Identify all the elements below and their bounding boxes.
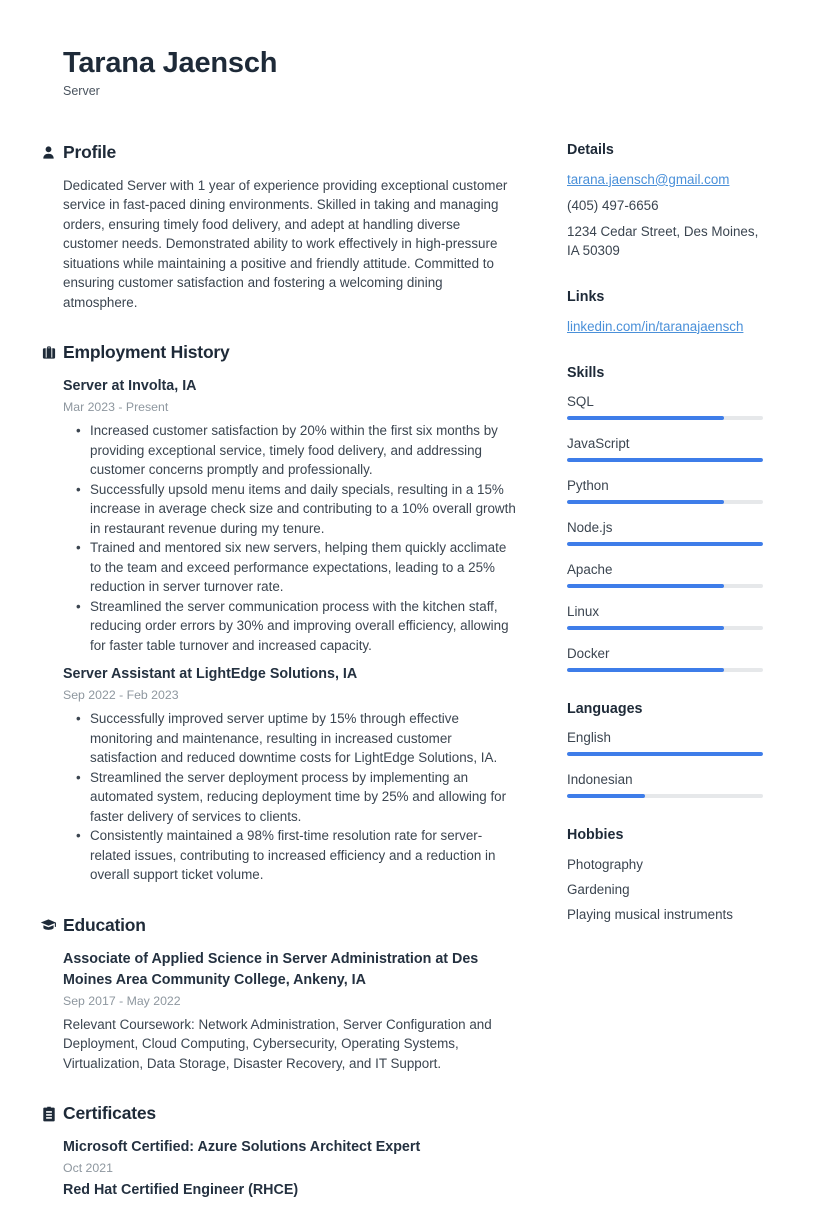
skill-item	[567, 435, 763, 462]
details-heading: Details	[567, 141, 614, 158]
job-title: Server at Involta, IA	[63, 378, 197, 395]
skill-bar-fill	[567, 584, 724, 588]
job-dates: Sep 2022 - Feb 2023	[63, 688, 179, 703]
job-dates: Mar 2023 - Present	[63, 400, 169, 415]
skill-label: Linux	[567, 603, 600, 619]
skill-bar-track	[567, 668, 763, 672]
skill-label: Docker	[567, 645, 610, 661]
hobby-item: Photography	[567, 856, 643, 872]
job-bullet: • Streamlined the server communication process with the kitchen staff, reducing order errors by 30% and improving overall efficiency, allowing for faster table turnover and increased capacity.	[63, 597, 518, 656]
certificate-title: Microsoft Certified: Azure Solutions Architect Expert	[63, 1139, 421, 1156]
skill-label: JavaScript	[567, 435, 630, 451]
skills-heading: Skills	[567, 364, 605, 381]
skill-bar-track	[567, 500, 763, 504]
education-title: Associate of Applied Science in Server Administration at Des Moines Area Community College, Ankeny, IA	[63, 950, 479, 988]
sidebar-details	[567, 142, 763, 260]
hobbies-list	[567, 855, 763, 924]
skill-label: English	[567, 729, 611, 745]
briefcase-icon	[40, 344, 57, 361]
profile-text: Dedicated Server with 1 year of experience providing exceptional customer service in fast-paced dining environments. Skilled in taking and managing orders, ensuring timely food delivery, and adept at handling diverse customer needs. Demonstrated ability to work effectively in high-pressure situations while maintaining a positive and friendly attitude. Committed to ensuring customer satisfaction and fostering a welcoming dining atmosphere.	[63, 177, 508, 310]
job-bullet: • Consistently maintained a 98% first-time resolution rate for server-related issues, contributing to increased efficiency and a reduction in overall support ticket volume.	[63, 826, 518, 885]
skill-item	[567, 393, 763, 420]
section-employment	[40, 342, 518, 885]
sidebar-skills	[567, 365, 763, 672]
skill-bar-fill	[567, 542, 763, 546]
hobby-item: Playing musical instruments	[567, 906, 733, 922]
skills-list	[567, 393, 763, 672]
skill-bar-track	[567, 794, 763, 798]
languages-heading: Languages	[567, 700, 643, 717]
skill-item	[567, 519, 763, 546]
main-column	[40, 142, 518, 1231]
education-heading: Education	[63, 914, 146, 935]
skill-label: Python	[567, 477, 609, 493]
certificate-entry	[63, 1137, 518, 1176]
profile-heading: Profile	[63, 141, 117, 162]
links-list	[567, 317, 763, 336]
jobs-list	[63, 376, 518, 885]
person-name: Tarana Jaensch	[63, 47, 278, 79]
skill-item	[567, 603, 763, 630]
section-profile	[40, 142, 518, 313]
skill-bar-track	[567, 458, 763, 462]
certificate-title: Red Hat Certified Engineer (RHCE)	[63, 1182, 299, 1199]
linkedin-link[interactable]: linkedin.com/in/taranajaensch	[567, 318, 744, 334]
job-bullet: • Increased customer satisfaction by 20% within the first six months by providing exceptional service, timely food delivery, and addressing customer concerns promptly and professionally.	[63, 421, 518, 480]
skill-label: Apache	[567, 561, 613, 577]
person-job-title: Server	[63, 83, 100, 98]
job-bullets	[63, 709, 518, 885]
education-description: Relevant Coursework: Network Administration, Server Configuration and Deployment, Cloud Computing, Cybersecurity, Operating Systems, Virtualization, Data Storage, Disaster Recovery, and IT Support.	[63, 1016, 492, 1071]
skill-bar-track	[567, 542, 763, 546]
skill-item	[567, 645, 763, 672]
languages-list	[567, 729, 763, 798]
skill-bar-fill	[567, 626, 724, 630]
job-bullet: • Successfully upsold menu items and daily specials, resulting in a 15% increase in average check size and contributing to a 10% overall growth in restaurant revenue during my tenure.	[63, 480, 518, 539]
phone-number: (405) 497-6656	[567, 197, 659, 213]
sidebar-hobbies	[567, 827, 763, 924]
certificate-entry	[63, 1180, 518, 1201]
employment-heading: Employment History	[63, 342, 230, 363]
section-certificates	[40, 1103, 518, 1201]
job-entry	[63, 376, 518, 655]
person-icon	[40, 144, 57, 161]
skill-bar-fill	[567, 500, 724, 504]
skill-label: Node.js	[567, 519, 613, 535]
job-bullet: • Trained and mentored six new servers, helping them quickly acclimate to the team and exceed performance expectations, leading to a 25% reduction in server turnover rate.	[63, 538, 518, 597]
certificates-heading-row	[40, 1103, 518, 1124]
address: 1234 Cedar Street, Des Moines, IA 50309	[567, 223, 759, 258]
skill-item	[567, 771, 763, 798]
job-entry	[63, 664, 518, 885]
job-title: Server Assistant at LightEdge Solutions, IA	[63, 666, 358, 683]
graduation-cap-icon	[40, 917, 57, 934]
education-list	[63, 949, 518, 1074]
job-bullets	[63, 421, 518, 655]
skill-bar-fill	[567, 668, 724, 672]
certificates-list	[63, 1137, 518, 1201]
resume-header	[63, 46, 763, 98]
skill-item	[567, 477, 763, 504]
clipboard-icon	[40, 1105, 57, 1122]
education-heading-row	[40, 915, 518, 936]
skill-bar-fill	[567, 458, 763, 462]
education-entry	[63, 949, 518, 1074]
skill-bar-track	[567, 584, 763, 588]
job-bullet: • Successfully improved server uptime by 15% through effective monitoring and maintenance, resulting in increased customer satisfaction and reduced downtime costs for LightEdge Solutions, IA.	[63, 709, 518, 768]
job-bullet: • Streamlined the server deployment process by implementing an automated system, reducing deployment time by 25% and allowing for faster delivery of services to clients.	[63, 768, 518, 827]
hobbies-heading: Hobbies	[567, 826, 624, 843]
skill-label: Indonesian	[567, 771, 633, 787]
section-education	[40, 915, 518, 1074]
sidebar-links	[567, 289, 763, 336]
skill-bar-fill	[567, 416, 724, 420]
email-link[interactable]: tarana.jaensch@gmail.com	[567, 171, 730, 187]
sidebar-languages	[567, 701, 763, 798]
links-heading: Links	[567, 288, 605, 305]
skill-bar-fill	[567, 752, 763, 756]
skill-bar-track	[567, 752, 763, 756]
skill-bar-fill	[567, 794, 645, 798]
skill-label: SQL	[567, 393, 594, 409]
skill-bar-track	[567, 626, 763, 630]
certificates-heading: Certificates	[63, 1103, 156, 1124]
education-dates: Sep 2017 - May 2022	[63, 993, 181, 1008]
skill-bar-track	[567, 416, 763, 420]
profile-heading-row	[40, 142, 518, 163]
content-columns	[40, 142, 763, 1231]
skill-item	[567, 729, 763, 756]
sidebar-column	[567, 142, 763, 1231]
hobby-item: Gardening	[567, 881, 630, 897]
certificate-dates: Oct 2021	[63, 1161, 113, 1176]
employment-heading-row	[40, 342, 518, 363]
skill-item	[567, 561, 763, 588]
